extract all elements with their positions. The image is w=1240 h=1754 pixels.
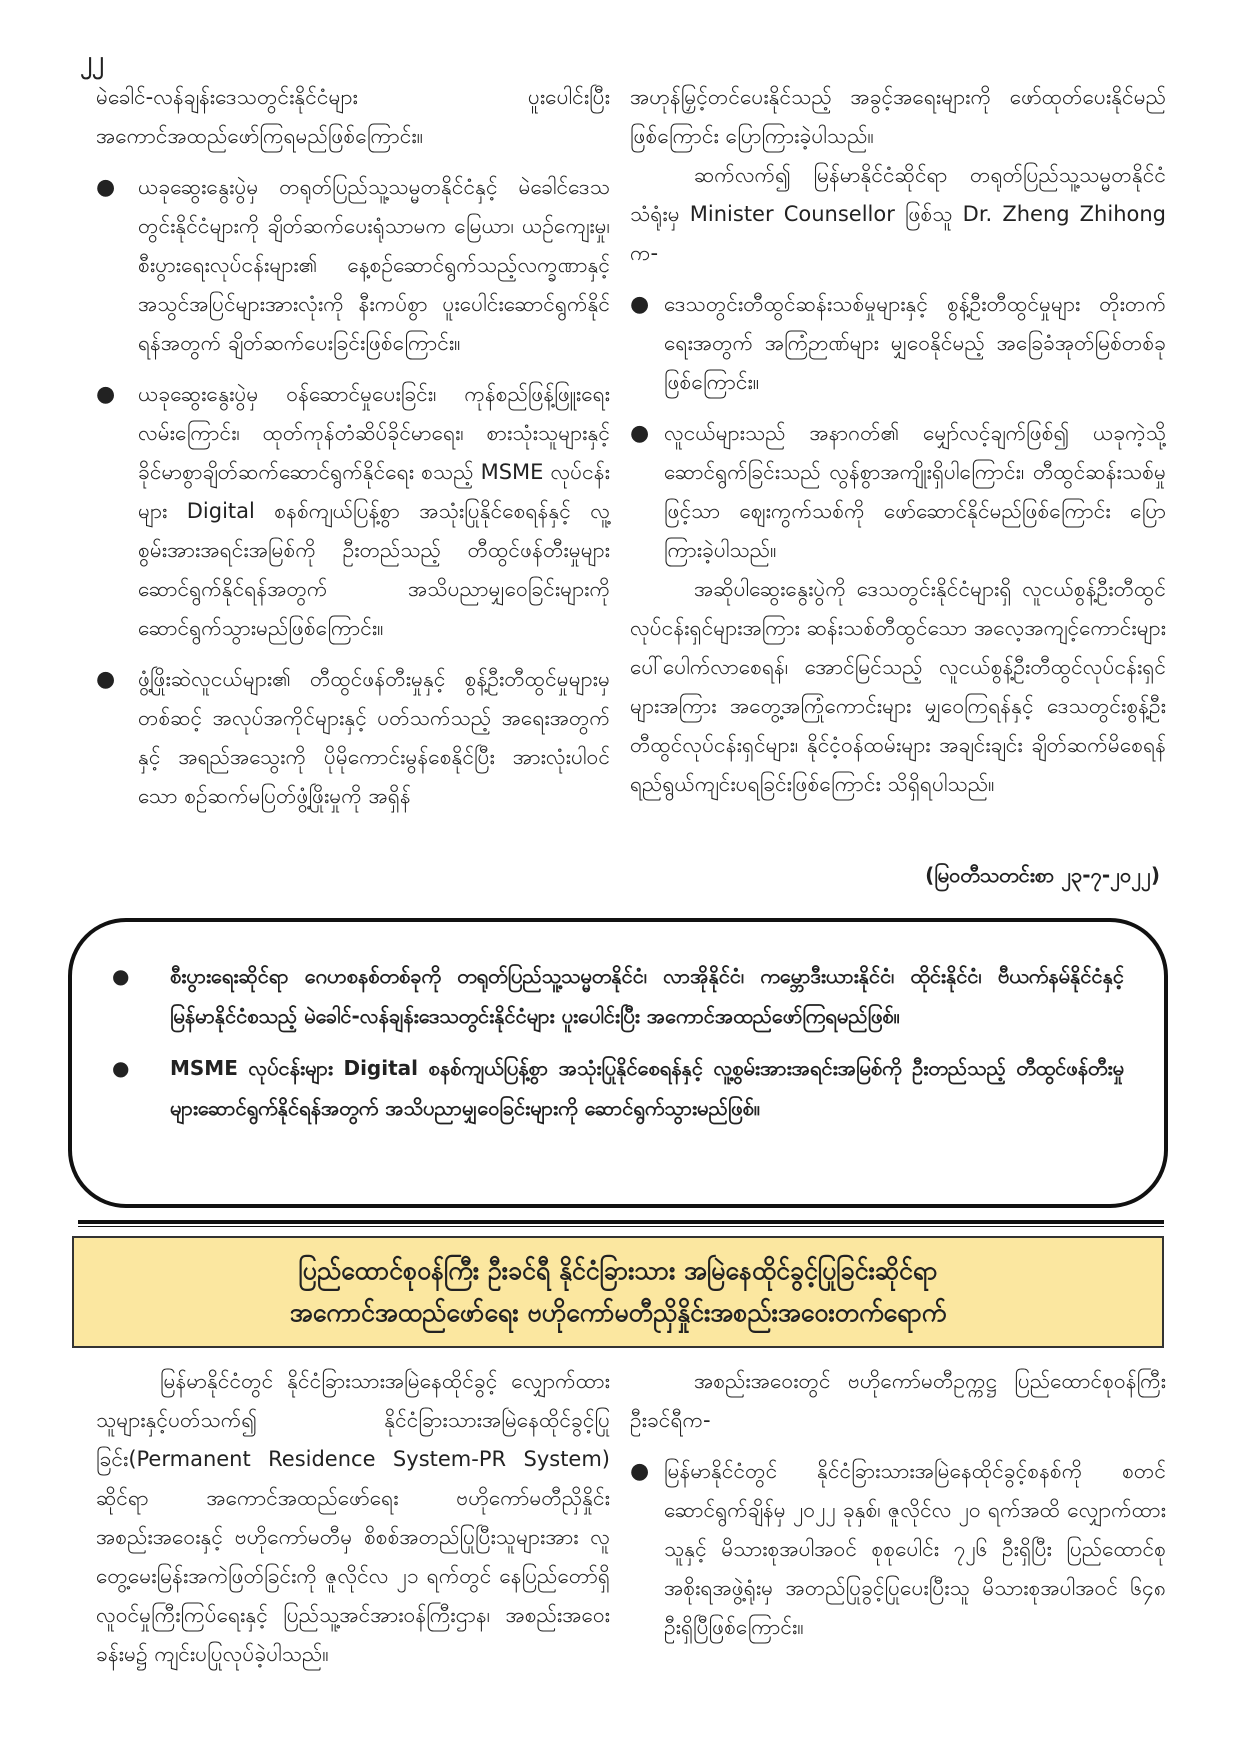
article-paragraph: အစည်းအဝေးတွင် ဗဟိုကော်မတီဥက္ကဋ္ဌ ပြည်ထောင်စုဝန်ကြီး ဦးခင်ရီက- [630,1369,1166,1432]
summary-box [68,918,1168,1208]
bullet-icon: ● [112,964,130,988]
article-paragraph: မဲခေါင်-လန်ချန်းဒေသတွင်းနိုင်ငံများ ပူးပေါင်းပြီး အကောင်အထည်ဖော်ကြရမည်ဖြစ်ကြောင်း။ [96,85,610,148]
list-item-text: ဖွံ့ဖြိုးဆဲလူငယ်များ၏ တီထွင်ဖန်တီးမှုနှင့် စွန့်ဦးတီထွင်မှုများမှတစ်ဆင့် အလုပ်အကိုင်များနှင့် ပတ်သက်သည့် အရေးအတွက်နှင့် အရည်အသွေးကို ပိုမိုကောင်းမွန်စေနိုင်ပြီး အားလုံးပါဝင်သော စဉ်ဆက်မပြတ်ဖွံ့ဖြိုးမှုကို အရှိန် [138,667,610,808]
article-paragraph: အဆိုပါဆွေးနွေးပွဲကို ဒေသတွင်းနိုင်ငံများရှိ လူငယ်စွန့်ဦးတီထွင်လုပ်ငန်းရှင်များအကြား ဆန်းသစ်တီထွင်သော အလေ့အကျင့်ကောင်းများ ပေါ်ပေါက်လာစေရန်၊ အောင်မြင်သည့် လူငယ်စွန့်ဦးတီထွင်လုပ်ငန်းရှင်များအကြား အတွေ့အကြုံကောင်းများ မျှဝေကြရန်နှင့် ဒေသတွင်းစွန့်ဦးတီထွင်လုပ်ငန်းရှင်များ၊ နိုင်ငံ့ဝန်ထမ်းများ အချင်းချင်း ချိတ်ဆက်မိစေရန် ရည်ရွယ်ကျင်းပရခြင်းဖြစ်ကြောင်း သိရှိရပါသည်။ [630,577,1166,796]
heading-line: အကောင်အထည်ဖော်ရေး ဗဟိုကော်မတီညှိနှိုင်းအစည်းအဝေးတက်ရောက် [289,1298,947,1327]
article-right-column [630,78,1166,804]
article-paragraph: အဟုန်မြှင့်တင်ပေးနိုင်သည့် အခွင့်အရေးများကို ဖော်ထုတ်ပေးနိုင်မည်ဖြစ်ကြောင်း ပြောကြားခဲ့ပါသည်။ [630,85,1166,148]
bullet-icon: ● [96,382,116,407]
article-paragraph: ဆက်လက်၍ မြန်မာနိုင်ငံဆိုင်ရာ တရုတ်ပြည်သူ့သမ္မတနိုင်ငံသံရုံးမှ Minister Counsellor ဖြစ်သူ Dr. Zheng Zhihong က- [630,163,1166,265]
source-citation: (မြဝတီသတင်းစာ ၂၃-၇-၂၀၂၂) [925,863,1160,887]
list-item-text: လူငယ်များသည် အနာဂတ်၏ မျှော်လင့်ချက်ဖြစ်၍ ယခုကဲ့သို့ ဆောင်ရွက်ခြင်းသည် လွန်စွာအကျိုးရှိပါကြောင်း၊ တီထွင်ဆန်းသစ်မှုဖြင့်သာ ဈေးကွက်သစ်ကို ဖော်ဆောင်နိုင်မည်ဖြစ်ကြောင်း ပြောကြားခဲ့ပါသည်။ [664,421,1166,562]
section-divider [78,1220,1164,1224]
article-right-column [630,1362,1166,1647]
summary-list [112,956,1124,1128]
list-item-text: ယခုဆွေးနွေးပွဲမှ ဝန်ဆောင်မှုပေးခြင်း၊ ကုန်စည်ဖြန့်ဖြူးရေးလမ်းကြောင်း၊ ထုတ်ကုန်တံဆိပ်ခိုင်မာရေး၊ စားသုံးသူများနှင့် ခိုင်မာစွာချိတ်ဆက်ဆောင်ရွက်နိုင်ရေး စသည့် MSME လုပ်ငန်းများ Digital စနစ်ကျယ်ပြန့်စွာ အသုံးပြုနိုင်စေရန်နှင့် လူ့စွမ်းအားအရင်းအမြစ်ကို ဦးတည်သည့် တီထွင်ဖန်တီးမှုများ ဆောင်ရွက်နိုင်ရန်အတွက် အသိပညာမျှဝေခြင်းများကို ဆောင်ရွက်သွားမည်ဖြစ်ကြောင်း။ [138,382,610,640]
article-paragraph: မြန်မာနိုင်ငံတွင် နိုင်ငံခြားသားအမြဲနေထိုင်ခွင့် လျှောက်ထားသူများနှင့်ပတ်သက်၍ နိုင်ငံခြားသားအမြဲနေထိုင်ခွင့်ပြုခြင်း(Permanent Residence System-PR System) ဆိုင်ရာ အကောင်အထည်ဖော်ရေး ဗဟိုကော်မတီညှိနှိုင်းအစည်းအဝေးနှင့် ဗဟိုကော်မတီမှ စိစစ်အတည်ပြုပြီးသူများအား လူတွေ့မေးမြန်းအကဲဖြတ်ခြင်းကို ဇူလိုင်လ ၂၁ ရက်တွင် နေပြည်တော်ရှိ လူဝင်မှုကြီးကြပ်ရေးနှင့် ပြည်သူ့အင်အားဝန်ကြီးဌာန၊ အစည်းအဝေးခန်းမ၌ ကျင်းပပြုလုပ်ခဲ့ပါသည်။ [96,1369,610,1666]
bullet-list [630,1452,1166,1647]
list-item [96,660,610,816]
bullet-icon: ● [630,292,650,317]
summary-item-text: စီးပွားရေးဆိုင်ရာ ဂေဟစနစ်တစ်ခုကို တရုတ်ပြည်သူ့သမ္မတနိုင်ငံ၊ လာအိုနိုင်ငံ၊ ကမ္ဘောဒီးယားနိုင်ငံ၊ ထိုင်းနိုင်ငံ၊ ဗီယက်နမ်နိုင်ငံနှင့် မြန်မာနိုင်ငံစသည့် မဲခေါင်-လန်ချန်းဒေသတွင်းနိုင်ငံများ ပူးပေါင်းပြီး အကောင်အထည်ဖော်ကြရမည်ဖြစ်။ [170,964,1124,1028]
list-item-text: ဒေသတွင်းတီထွင်ဆန်းသစ်မှုများနှင့် စွန့်ဦးတီထွင်မှုများ တိုးတက်ရေးအတွက် အကြံဉာဏ်များ မျှဝေနိုင်မည့် အခြေခံအုတ်မြစ်တစ်ခုဖြစ်ကြောင်း။ [664,292,1166,394]
list-item [630,414,1166,570]
article-heading [72,1236,1164,1348]
page-number: ၂၂ [80,46,104,74]
bullet-icon: ● [96,175,116,200]
bullet-icon: ● [96,667,116,692]
article-left-column [96,1362,610,1674]
list-item-text: ယခုဆွေးနွေးပွဲမှ တရုတ်ပြည်သူ့သမ္မတနိုင်ငံနှင့် မဲခေါင်ဒေသတွင်းနိုင်ငံများကို ချိတ်ဆက်ပေးရုံသာမက မြေယာ၊ ယဉ်ကျေးမှု၊ စီးပွားရေးလုပ်ငန်းများ၏ နေ့စဉ်ဆောင်ရွက်သည့်လက္ခဏာနှင့် အသွင်အပြင်များအားလုံးကို နီးကပ်စွာ ပူးပေါင်းဆောင်ရွက်နိုင်ရန်အတွက် ချိတ်ဆက်ပေးခြင်းဖြစ်ကြောင်း။ [138,175,610,355]
summary-item-text: MSME လုပ်ငန်းများ Digital စနစ်ကျယ်ပြန့်စွာ အသုံးပြုနိုင်စေရန်နှင့် လူ့စွမ်းအားအရင်းအမြစ်ကို ဦးတည်သည့် တီထွင်ဖန်တီးမှုများဆောင်ရွက်နိုင်ရန်အတွက် အသိပညာမျှဝေခြင်းများကို ဆောင်ရွက်သွားမည်ဖြစ်။ [170,1056,1124,1120]
list-item [630,285,1166,402]
summary-item [112,956,1124,1036]
heading-line: ပြည်ထောင်စုဝန်ကြီး ဦးခင်ရီ နိုင်ငံခြားသား အမြဲနေထိုင်ခွင့်ပြုခြင်းဆိုင်ရာ [298,1256,938,1285]
bullet-icon: ● [630,1459,650,1484]
bullet-icon: ● [112,1056,130,1080]
summary-item [112,1048,1124,1128]
bullet-list [96,168,610,816]
bullet-icon: ● [630,421,650,446]
bullet-list [630,285,1166,570]
list-item-text: မြန်မာနိုင်ငံတွင် နိုင်ငံခြားသားအမြဲနေထိုင်ခွင့်စနစ်ကို စတင်ဆောင်ရွက်ချိန်မှ ၂၀၂၂ ခုနှစ်၊ ဇူလိုင်လ ၂၀ ရက်အထိ လျှောက်ထားသူနှင့် မိသားစုအပါအဝင် စုစုပေါင်း ၇၂၆ ဦးရှိပြီး ပြည်ထောင်စုအစိုးရအဖွဲ့ရုံးမှ အတည်ပြုခွင့်ပြုပေးပြီးသူ မိသားစုအပါအဝင် ၆၄၈ ဦးရှိပြီဖြစ်ကြောင်း။ [664,1459,1166,1639]
section-divider-thin [78,1226,1164,1227]
article-left-column [96,78,610,816]
list-item [630,1452,1166,1647]
list-item [96,168,610,363]
list-item [96,375,610,648]
